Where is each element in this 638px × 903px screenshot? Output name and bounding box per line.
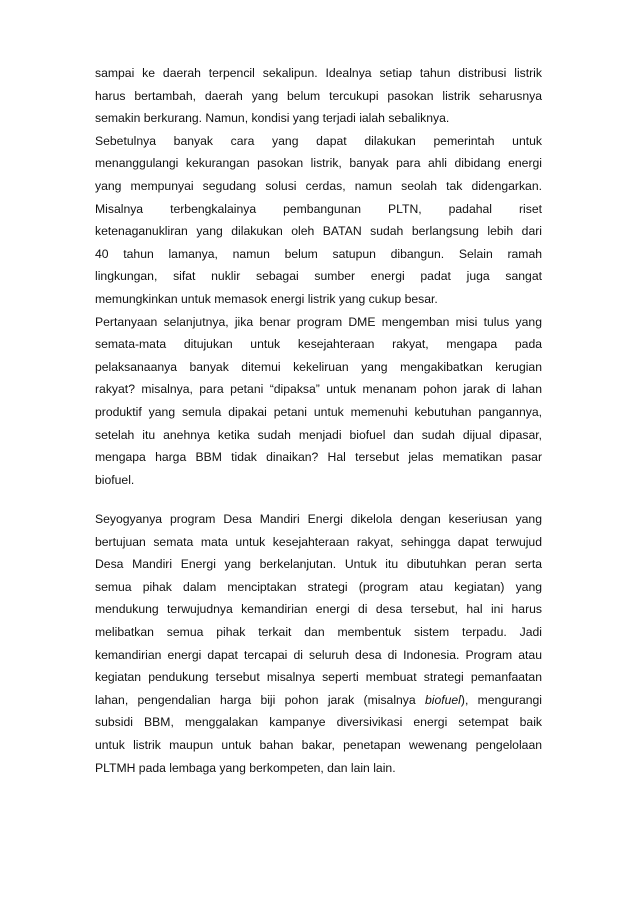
text-line: PLTMH pada lembaga yang berkompeten, dan lain lain. [95,760,396,775]
text-line: lingkungan, sifat nuklir sebagai sumber energi padat juga sangat [95,269,542,284]
text-line: mendukung terwujudnya kemandirian energi di desa tersebut, hal ini harus [95,602,542,617]
text-line: yang mempunyai segudang solusi cerdas, namun seolah tak didengarkan. [95,178,542,193]
text-line [95,689,542,712]
text-line: Sebetulnya banyak cara yang dapat dilakukan pemerintah untuk [95,133,542,148]
text-line: untuk listrik maupun untuk bahan bakar, penetapan wewenang pengelolaan [95,737,542,752]
paragraph-group-2 [95,508,542,779]
text-line: pelaksanaanya banyak ditemui kekeliruan yang mengakibatkan kerugian [95,359,542,374]
text-line: Desa Mandiri Energi yang berkelanjutan. Untuk itu dibutuhkan peran serta [95,557,542,572]
text-line: ketenaganukliran yang dilakukan oleh BATAN sudah berlangsung lebih dari [95,224,542,239]
text-line: 40 tahun lamanya, namun belum satupun dibangun. Selain ramah [95,246,542,261]
text-line: rakyat? misalnya, para petani “dipaksa” untuk menanam pohon jarak di lahan [95,382,542,397]
text-line: setelah itu anehnya ketika sudah menjadi biofuel dan sudah dijual dipasar, [95,427,542,442]
text-line: kegiatan pendukung tersebut misalnya seperti membuat strategi pemanfaatan [95,670,542,685]
text-run: ), mengurangi [460,692,542,707]
text-line: biofuel. [95,472,135,487]
text-line: sampai ke daerah terpencil sekalipun. Idealnya setiap tahun distribusi listrik [95,66,542,80]
paragraph-group-1 [95,62,542,491]
text-line: semua pihak dalam menciptakan strategi (program atau kegiatan) yang [95,579,542,594]
text-line: Seyogyanya program Desa Mandiri Energi dikelola dengan keseriusan yang [95,512,542,526]
text-line: harus bertambah, daerah yang belum tercukupi pasokan listrik seharusnya [95,88,542,103]
text-line: subsidi BBM, menggalakan kampanye diversivikasi energi setempat baik [95,715,542,730]
text-line: mengapa harga BBM tidak dinaikan? Hal tersebut jelas mematikan pasar [95,450,542,465]
text-line: memungkinkan untuk memasok energi listrik yang cukup besar. [95,291,438,306]
text-run: lahan, pengendalian harga biji pohon jarak (misalnya [95,692,425,707]
text-line: Pertanyaan selanjutnya, jika benar program DME mengemban misi tulus yang [95,314,542,329]
text-line: kemandirian energi dapat tercapai di seluruh desa di Indonesia. Program atau [95,647,542,662]
italic-term: biofuel [424,692,461,707]
text-line: Misalnya terbengkalainya pembangunan PLTN, padahal riset [95,201,542,216]
text-line: menanggulangi kekurangan pasokan listrik, banyak para ahli dibidang energi [95,156,542,171]
text-line: semakin berkurang. Namun, kondisi yang terjadi ialah sebaliknya. [95,111,450,126]
text-line: produktif yang semula dipakai petani untuk memenuhi kebutuhan pangannya, [95,404,542,419]
text-line: semata-mata ditujukan untuk kesejahteraan rakyat, mengapa pada [95,337,542,352]
text-line: bertujuan semata mata untuk kesejahteraan rakyat, sehingga dapat terwujud [95,534,542,549]
text-line: melibatkan semua pihak terkait dan membentuk sistem terpadu. Jadi [95,624,542,639]
